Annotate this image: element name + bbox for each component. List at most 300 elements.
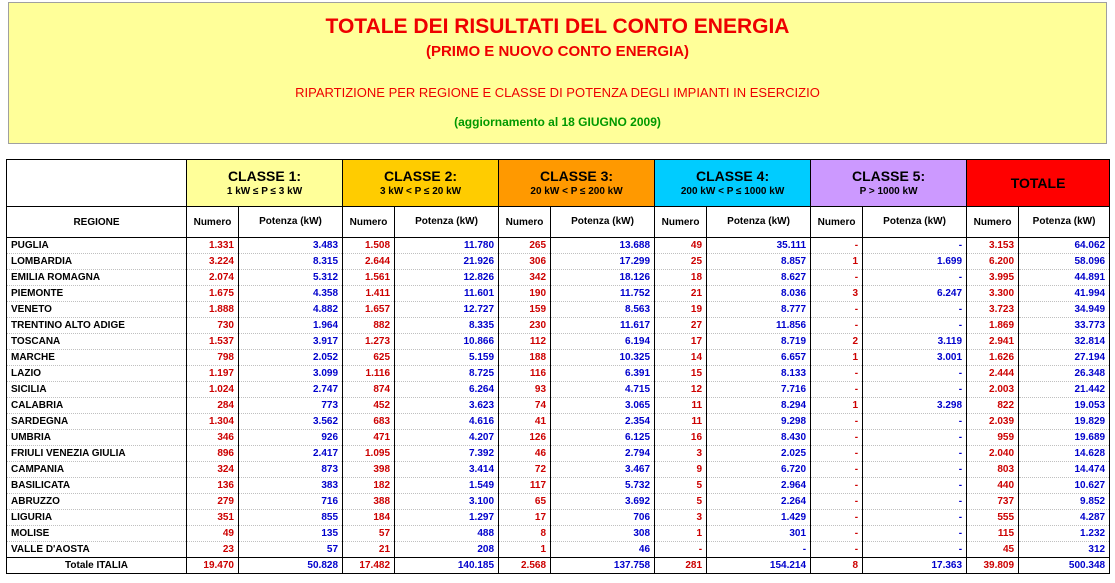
- c4-numero: 5: [655, 494, 707, 510]
- c3-numero: 188: [499, 350, 551, 366]
- c2-numero: 182: [343, 478, 395, 494]
- class-2-header: [343, 160, 499, 207]
- table-row: [7, 366, 1110, 382]
- tot-numero: 2.039: [967, 414, 1019, 430]
- c3-numero: 72: [499, 462, 551, 478]
- c4-potenza: 8.627: [707, 270, 811, 286]
- tot-numero: 2.941: [967, 334, 1019, 350]
- c1-potenza: 5.312: [239, 270, 343, 286]
- class-header-row: [7, 160, 1110, 207]
- tot-numero: 3.300: [967, 286, 1019, 302]
- c5-potenza: 3.298: [863, 398, 967, 414]
- region-name: VENETO: [7, 302, 187, 318]
- c1-numero: 798: [187, 350, 239, 366]
- region-name: FRIULI VENEZIA GIULIA: [7, 446, 187, 462]
- c4-numero: 3: [655, 446, 707, 462]
- page-subtitle: (PRIMO E NUOVO CONTO ENERGIA): [425, 43, 690, 60]
- c5-numero: 3: [811, 286, 863, 302]
- c1-numero: 1.024: [187, 382, 239, 398]
- tot-potenza: 33.773: [1019, 318, 1110, 334]
- tot-potenza: 19.689: [1019, 430, 1110, 446]
- c5-numero: 1: [811, 398, 863, 414]
- c5-potenza: -: [863, 366, 967, 382]
- potenza-header: Potenza (kW): [707, 207, 811, 238]
- c5-potenza: 6.247: [863, 286, 967, 302]
- class-1-range: 1 kW ≤ P ≤ 3 kW: [226, 186, 303, 197]
- c1-potenza: 135: [239, 526, 343, 542]
- c5-numero: 2: [811, 334, 863, 350]
- c3-potenza: 11.617: [551, 318, 655, 334]
- c2-potenza: 3.414: [395, 462, 499, 478]
- c3-numero: 46: [499, 446, 551, 462]
- tot-numero: 1.626: [967, 350, 1019, 366]
- class-4-title: CLASSE 4:: [695, 168, 770, 184]
- c5-potenza: 3.119: [863, 334, 967, 350]
- c1-potenza: 1.964: [239, 318, 343, 334]
- c5-numero: -: [811, 494, 863, 510]
- c5-numero: -: [811, 270, 863, 286]
- c1-potenza: 8.315: [239, 254, 343, 270]
- c1-potenza: 4.882: [239, 302, 343, 318]
- table-row: [7, 286, 1110, 302]
- c5-numero: -: [811, 542, 863, 558]
- c5-numero: -: [811, 446, 863, 462]
- c4-potenza: 2.964: [707, 478, 811, 494]
- class-1-title: CLASSE 1:: [227, 168, 302, 184]
- c5-numero: -: [811, 526, 863, 542]
- total-label: Totale ITALIA: [7, 558, 187, 574]
- c2-numero: 683: [343, 414, 395, 430]
- c5-numero: 1: [811, 350, 863, 366]
- c4-numero: 14: [655, 350, 707, 366]
- c3-numero: 2.568: [499, 558, 551, 574]
- c4-potenza: 1.429: [707, 510, 811, 526]
- tot-numero: 803: [967, 462, 1019, 478]
- c1-potenza: 773: [239, 398, 343, 414]
- c3-potenza: 18.126: [551, 270, 655, 286]
- region-name: LOMBARDIA: [7, 254, 187, 270]
- table-row: [7, 270, 1110, 286]
- c4-potenza: 8.857: [707, 254, 811, 270]
- c5-potenza: -: [863, 494, 967, 510]
- c3-potenza: 2.354: [551, 414, 655, 430]
- c1-potenza: 3.562: [239, 414, 343, 430]
- tot-potenza: 14.628: [1019, 446, 1110, 462]
- table-row: [7, 430, 1110, 446]
- c3-numero: 41: [499, 414, 551, 430]
- c5-potenza: -: [863, 414, 967, 430]
- c4-numero: 9: [655, 462, 707, 478]
- tot-numero: 555: [967, 510, 1019, 526]
- table-row: [7, 494, 1110, 510]
- totale-header: [967, 160, 1110, 207]
- c4-numero: 25: [655, 254, 707, 270]
- c2-numero: 874: [343, 382, 395, 398]
- c5-potenza: -: [863, 526, 967, 542]
- c1-potenza: 2.747: [239, 382, 343, 398]
- c5-numero: 8: [811, 558, 863, 574]
- c4-numero: 49: [655, 238, 707, 254]
- class-3-range: 20 kW < P ≤ 200 kW: [530, 186, 623, 197]
- table-row: [7, 350, 1110, 366]
- c5-numero: -: [811, 318, 863, 334]
- region-name: SICILIA: [7, 382, 187, 398]
- c5-potenza: -: [863, 238, 967, 254]
- potenza-header: Potenza (kW): [239, 207, 343, 238]
- tot-potenza: 27.194: [1019, 350, 1110, 366]
- c3-potenza: 17.299: [551, 254, 655, 270]
- c3-numero: 8: [499, 526, 551, 542]
- tot-numero: 39.809: [967, 558, 1019, 574]
- c4-potenza: 301: [707, 526, 811, 542]
- c4-potenza: 8.430: [707, 430, 811, 446]
- class-3-title: CLASSE 3:: [539, 168, 614, 184]
- c2-potenza: 12.826: [395, 270, 499, 286]
- c2-potenza: 140.185: [395, 558, 499, 574]
- c5-potenza: 17.363: [863, 558, 967, 574]
- page-description: RIPARTIZIONE PER REGIONE E CLASSE DI POTENZA DEGLI IMPIANTI IN ESERCIZIO: [295, 85, 820, 100]
- c2-numero: 2.644: [343, 254, 395, 270]
- c5-numero: -: [811, 302, 863, 318]
- c4-numero: 16: [655, 430, 707, 446]
- region-name: UMBRIA: [7, 430, 187, 446]
- c5-numero: -: [811, 414, 863, 430]
- c2-potenza: 7.392: [395, 446, 499, 462]
- table-row: [7, 542, 1110, 558]
- c2-potenza: 3.623: [395, 398, 499, 414]
- c3-potenza: 6.125: [551, 430, 655, 446]
- class-1-header: [187, 160, 343, 207]
- class-4-range: 200 kW < P ≤ 1000 kW: [680, 186, 785, 197]
- c4-numero: 27: [655, 318, 707, 334]
- tot-numero: 2.444: [967, 366, 1019, 382]
- tot-numero: 2.040: [967, 446, 1019, 462]
- c1-numero: 2.074: [187, 270, 239, 286]
- c2-potenza: 5.159: [395, 350, 499, 366]
- totale-title: TOTALE: [1010, 174, 1066, 191]
- c5-potenza: -: [863, 462, 967, 478]
- c2-numero: 471: [343, 430, 395, 446]
- c5-numero: -: [811, 462, 863, 478]
- numero-header: Numero: [655, 207, 707, 238]
- c4-numero: 18: [655, 270, 707, 286]
- tot-numero: 3.153: [967, 238, 1019, 254]
- c3-numero: 230: [499, 318, 551, 334]
- tot-potenza: 26.348: [1019, 366, 1110, 382]
- tot-numero: 6.200: [967, 254, 1019, 270]
- tot-potenza: 44.891: [1019, 270, 1110, 286]
- tot-potenza: 4.287: [1019, 510, 1110, 526]
- c1-potenza: 926: [239, 430, 343, 446]
- c3-numero: 65: [499, 494, 551, 510]
- c4-numero: 3: [655, 510, 707, 526]
- region-name: LAZIO: [7, 366, 187, 382]
- c1-numero: 49: [187, 526, 239, 542]
- region-name: EMILIA ROMAGNA: [7, 270, 187, 286]
- c3-potenza: 3.065: [551, 398, 655, 414]
- c1-numero: 284: [187, 398, 239, 414]
- c5-potenza: -: [863, 318, 967, 334]
- tot-numero: 115: [967, 526, 1019, 542]
- c2-potenza: 10.866: [395, 334, 499, 350]
- c2-numero: 184: [343, 510, 395, 526]
- total-row: [7, 558, 1110, 574]
- regione-header: REGIONE: [7, 207, 187, 238]
- c2-potenza: 4.207: [395, 430, 499, 446]
- tot-potenza: 19.829: [1019, 414, 1110, 430]
- c2-numero: 388: [343, 494, 395, 510]
- c4-potenza: 6.720: [707, 462, 811, 478]
- c5-potenza: -: [863, 478, 967, 494]
- tot-potenza: 34.949: [1019, 302, 1110, 318]
- c1-numero: 19.470: [187, 558, 239, 574]
- c5-numero: -: [811, 430, 863, 446]
- c4-numero: -: [655, 542, 707, 558]
- tot-numero: 1.869: [967, 318, 1019, 334]
- table-row: [7, 462, 1110, 478]
- c2-numero: 1.273: [343, 334, 395, 350]
- numero-header: Numero: [343, 207, 395, 238]
- c1-potenza: 716: [239, 494, 343, 510]
- table-row: [7, 318, 1110, 334]
- c3-potenza: 46: [551, 542, 655, 558]
- c1-numero: 1.304: [187, 414, 239, 430]
- c3-numero: 265: [499, 238, 551, 254]
- class-5-header: [811, 160, 967, 207]
- c2-numero: 17.482: [343, 558, 395, 574]
- c4-potenza: 2.025: [707, 446, 811, 462]
- c3-potenza: 308: [551, 526, 655, 542]
- region-name: BASILICATA: [7, 478, 187, 494]
- tot-potenza: 14.474: [1019, 462, 1110, 478]
- region-name: TOSCANA: [7, 334, 187, 350]
- c2-potenza: 1.549: [395, 478, 499, 494]
- tot-potenza: 9.852: [1019, 494, 1110, 510]
- c3-numero: 159: [499, 302, 551, 318]
- results-table: [6, 159, 1110, 574]
- c2-potenza: 11.780: [395, 238, 499, 254]
- c1-numero: 730: [187, 318, 239, 334]
- c4-numero: 19: [655, 302, 707, 318]
- c5-potenza: -: [863, 302, 967, 318]
- tot-numero: 737: [967, 494, 1019, 510]
- c2-potenza: 12.727: [395, 302, 499, 318]
- c4-potenza: 8.294: [707, 398, 811, 414]
- table-row: [7, 334, 1110, 350]
- tot-potenza: 58.096: [1019, 254, 1110, 270]
- table-row: [7, 302, 1110, 318]
- c2-numero: 1.508: [343, 238, 395, 254]
- c1-numero: 324: [187, 462, 239, 478]
- c1-potenza: 3.099: [239, 366, 343, 382]
- tot-potenza: 41.994: [1019, 286, 1110, 302]
- c1-numero: 279: [187, 494, 239, 510]
- c2-potenza: 11.601: [395, 286, 499, 302]
- c4-potenza: 8.777: [707, 302, 811, 318]
- tot-numero: 822: [967, 398, 1019, 414]
- c1-potenza: 383: [239, 478, 343, 494]
- tot-numero: 2.003: [967, 382, 1019, 398]
- table-row: [7, 446, 1110, 462]
- c1-numero: 136: [187, 478, 239, 494]
- c1-numero: 3.224: [187, 254, 239, 270]
- tot-potenza: 19.053: [1019, 398, 1110, 414]
- c5-potenza: 1.699: [863, 254, 967, 270]
- c4-potenza: 154.214: [707, 558, 811, 574]
- numero-header: Numero: [187, 207, 239, 238]
- table-row: [7, 382, 1110, 398]
- tot-numero: 440: [967, 478, 1019, 494]
- c1-potenza: 3.483: [239, 238, 343, 254]
- c4-numero: 11: [655, 398, 707, 414]
- c5-potenza: -: [863, 270, 967, 286]
- tot-potenza: 64.062: [1019, 238, 1110, 254]
- c3-potenza: 11.752: [551, 286, 655, 302]
- c2-potenza: 6.264: [395, 382, 499, 398]
- c4-potenza: 8.133: [707, 366, 811, 382]
- c5-numero: -: [811, 382, 863, 398]
- region-name: CAMPANIA: [7, 462, 187, 478]
- region-name: CALABRIA: [7, 398, 187, 414]
- c2-numero: 1.657: [343, 302, 395, 318]
- numero-header: Numero: [811, 207, 863, 238]
- c1-potenza: 50.828: [239, 558, 343, 574]
- c3-numero: 306: [499, 254, 551, 270]
- c3-numero: 112: [499, 334, 551, 350]
- c1-potenza: 4.358: [239, 286, 343, 302]
- c3-potenza: 13.688: [551, 238, 655, 254]
- region-name: PIEMONTE: [7, 286, 187, 302]
- table-row: [7, 398, 1110, 414]
- update-date: (aggiornamento al 18 GIUGNO 2009): [454, 115, 661, 129]
- c1-numero: 1.197: [187, 366, 239, 382]
- c4-numero: 17: [655, 334, 707, 350]
- c4-numero: 15: [655, 366, 707, 382]
- region-name: PUGLIA: [7, 238, 187, 254]
- c5-numero: -: [811, 238, 863, 254]
- tot-potenza: 32.814: [1019, 334, 1110, 350]
- title-banner: [8, 2, 1107, 144]
- tot-potenza: 312: [1019, 542, 1110, 558]
- c2-potenza: 3.100: [395, 494, 499, 510]
- table-row: [7, 510, 1110, 526]
- c2-potenza: 208: [395, 542, 499, 558]
- c5-potenza: 3.001: [863, 350, 967, 366]
- c3-numero: 342: [499, 270, 551, 286]
- c3-numero: 93: [499, 382, 551, 398]
- c3-potenza: 4.715: [551, 382, 655, 398]
- c2-numero: 1.116: [343, 366, 395, 382]
- c2-potenza: 8.335: [395, 318, 499, 334]
- c2-potenza: 488: [395, 526, 499, 542]
- c2-numero: 1.095: [343, 446, 395, 462]
- c5-numero: -: [811, 366, 863, 382]
- region-name: MOLISE: [7, 526, 187, 542]
- c1-potenza: 873: [239, 462, 343, 478]
- c1-potenza: 57: [239, 542, 343, 558]
- tot-potenza: 10.627: [1019, 478, 1110, 494]
- c3-potenza: 10.325: [551, 350, 655, 366]
- c3-numero: 74: [499, 398, 551, 414]
- potenza-header: Potenza (kW): [1019, 207, 1110, 238]
- c1-numero: 23: [187, 542, 239, 558]
- corner-cell: [7, 160, 187, 207]
- table-row: [7, 414, 1110, 430]
- c3-potenza: 6.194: [551, 334, 655, 350]
- region-name: MARCHE: [7, 350, 187, 366]
- c4-numero: 1: [655, 526, 707, 542]
- c5-potenza: -: [863, 382, 967, 398]
- c3-numero: 126: [499, 430, 551, 446]
- c2-potenza: 4.616: [395, 414, 499, 430]
- c4-potenza: 11.856: [707, 318, 811, 334]
- c1-numero: 1.537: [187, 334, 239, 350]
- tot-potenza: 500.348: [1019, 558, 1110, 574]
- c3-numero: 1: [499, 542, 551, 558]
- c5-potenza: -: [863, 510, 967, 526]
- tot-numero: 959: [967, 430, 1019, 446]
- c5-potenza: -: [863, 542, 967, 558]
- c2-potenza: 1.297: [395, 510, 499, 526]
- class-4-header: [655, 160, 811, 207]
- numero-header: Numero: [499, 207, 551, 238]
- c5-potenza: -: [863, 430, 967, 446]
- c3-potenza: 6.391: [551, 366, 655, 382]
- region-name: TRENTINO ALTO ADIGE: [7, 318, 187, 334]
- c4-numero: 11: [655, 414, 707, 430]
- c1-numero: 1.888: [187, 302, 239, 318]
- c1-numero: 1.675: [187, 286, 239, 302]
- class-5-range: P > 1000 kW: [859, 186, 918, 197]
- c1-numero: 351: [187, 510, 239, 526]
- c4-potenza: 2.264: [707, 494, 811, 510]
- region-name: LIGURIA: [7, 510, 187, 526]
- c2-numero: 625: [343, 350, 395, 366]
- c2-numero: 1.411: [343, 286, 395, 302]
- tot-numero: 3.995: [967, 270, 1019, 286]
- c5-numero: -: [811, 478, 863, 494]
- c3-potenza: 3.692: [551, 494, 655, 510]
- c4-numero: 21: [655, 286, 707, 302]
- potenza-header: Potenza (kW): [551, 207, 655, 238]
- c3-potenza: 706: [551, 510, 655, 526]
- page-title: TOTALE DEI RISULTATI DEL CONTO ENERGIA: [325, 15, 790, 38]
- c3-numero: 190: [499, 286, 551, 302]
- c3-potenza: 3.467: [551, 462, 655, 478]
- c2-numero: 882: [343, 318, 395, 334]
- c4-numero: 12: [655, 382, 707, 398]
- tot-numero: 3.723: [967, 302, 1019, 318]
- c4-potenza: 9.298: [707, 414, 811, 430]
- c1-potenza: 855: [239, 510, 343, 526]
- c3-numero: 17: [499, 510, 551, 526]
- c3-potenza: 137.758: [551, 558, 655, 574]
- c2-numero: 21: [343, 542, 395, 558]
- c4-potenza: 35.111: [707, 238, 811, 254]
- region-name: ABRUZZO: [7, 494, 187, 510]
- potenza-header: Potenza (kW): [395, 207, 499, 238]
- c2-numero: 452: [343, 398, 395, 414]
- tot-numero: 45: [967, 542, 1019, 558]
- potenza-header: Potenza (kW): [863, 207, 967, 238]
- numero-header: Numero: [967, 207, 1019, 238]
- c2-potenza: 8.725: [395, 366, 499, 382]
- c5-potenza: -: [863, 446, 967, 462]
- c3-potenza: 2.794: [551, 446, 655, 462]
- c5-numero: 1: [811, 254, 863, 270]
- c3-numero: 116: [499, 366, 551, 382]
- table-row: [7, 238, 1110, 254]
